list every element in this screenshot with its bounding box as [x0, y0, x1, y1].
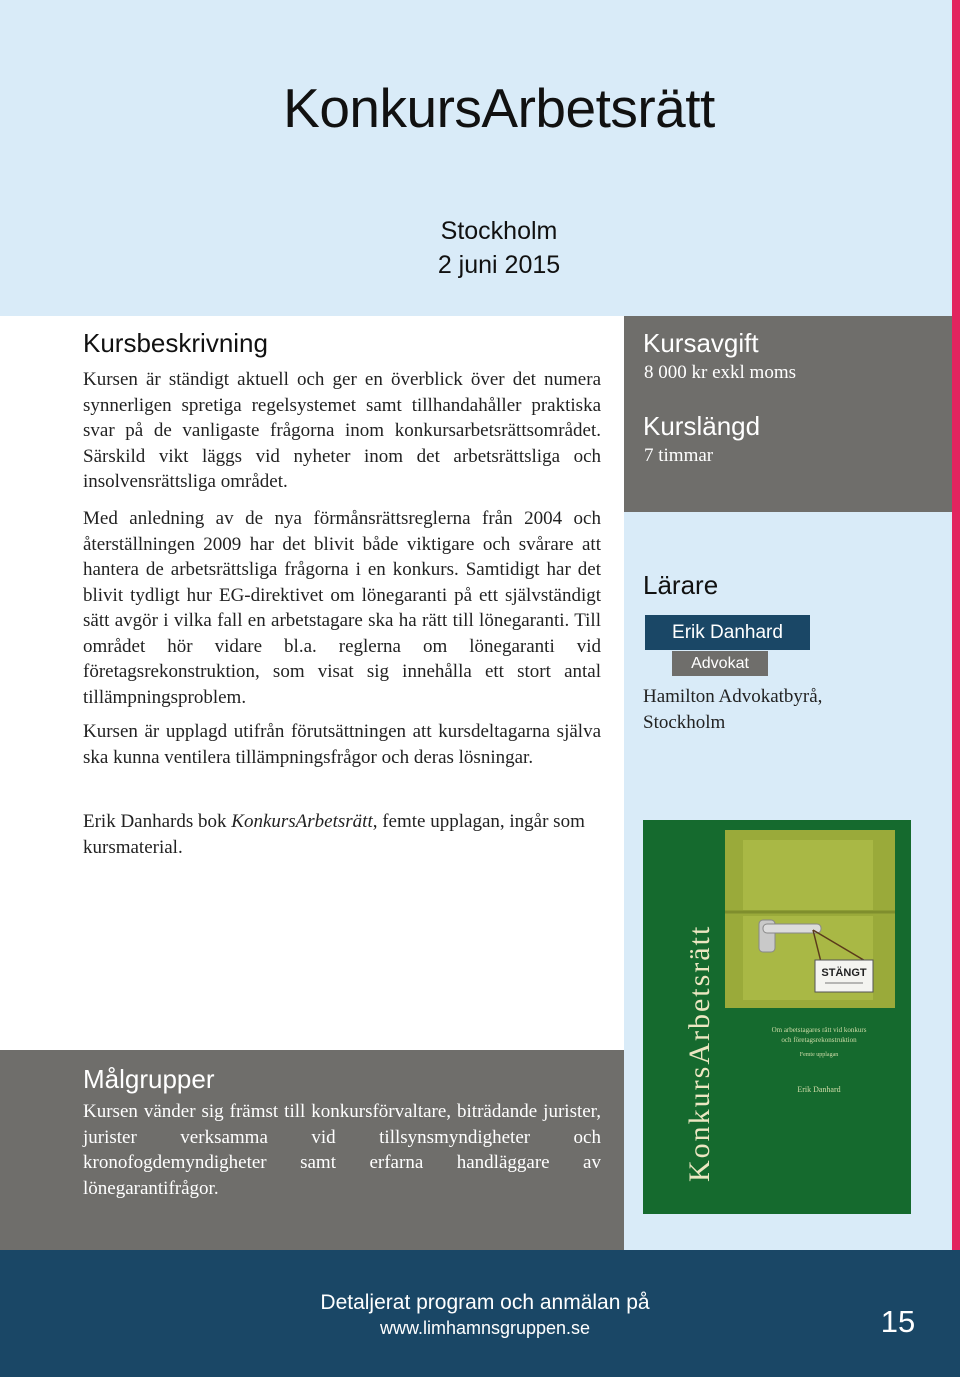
- course-city: Stockholm: [440, 217, 558, 245]
- book-note-title: KonkursArbetsrätt: [231, 811, 373, 832]
- fee-label: Kursavgift: [643, 328, 759, 358]
- length-label: Kurslängd: [643, 411, 761, 441]
- page-title: KonkursArbetsrätt: [283, 77, 715, 139]
- footer-cta: Detaljerat program och anmälan på: [320, 1291, 650, 1314]
- target-group-heading: Målgrupper: [83, 1064, 215, 1094]
- footer-url-link[interactable]: www.limhamnsgruppen.se: [379, 1318, 591, 1338]
- book-note: [83, 809, 601, 860]
- target-group-text: Kursen vänder sig främst till konkursförvaltare, biträdande jurister, jurister verksamma vid tillsynsmyndigheter och kronofogdemyndigheter samt erfarna handläggare av lönegarantifrågor.: [83, 1101, 601, 1199]
- book-note-prefix: Erik Danhards bok: [83, 811, 232, 832]
- book-spine-title: KonkursArbetsrätt: [683, 924, 716, 1182]
- course-date: 2 juni 2015: [437, 251, 561, 279]
- teacher-name-badge: Erik Danhard: [645, 615, 810, 650]
- course-location-date: [0, 214, 960, 282]
- page-number: 15: [880, 1304, 916, 1339]
- book-author: Erik Danhard: [797, 1085, 841, 1094]
- description-paragraph-1: Kursen är ständigt aktuell och ger en överblick över det numera synnerligen spretiga regelsystemet samt tillhandahåller praktiska svar på de vanligaste frågorna inom konkursarbetsrättsområdet. Särskild vikt läggs vid nyheter inom det arbetsrättsliga och insolvensrättsliga området.: [83, 369, 601, 492]
- book-edition: Femte upplagan: [799, 1052, 839, 1058]
- target-group-box: [0, 1050, 624, 1250]
- teacher-firm-name: Hamilton Advokatbyrå,: [643, 686, 823, 707]
- accent-stripe: [952, 0, 960, 1250]
- footer-bar: [0, 1250, 960, 1377]
- closed-sign-text: STÄNGT: [821, 967, 867, 979]
- fee-value: 8 000 kr exkl moms: [644, 362, 796, 383]
- teacher-heading: Lärare: [643, 570, 719, 600]
- description-paragraph-3: Kursen är upplagd utifrån förutsättningen att kursdeltagarna själva ska kunna ventilera tillämpningsfrågor och deras lösningar.: [83, 721, 601, 768]
- book-note-suffix: , femte upplagan, ingår som kursmaterial.: [83, 811, 585, 858]
- course-info-box: [624, 316, 952, 512]
- section-heading-kursbeskrivning: Kursbeskrivning: [83, 328, 268, 358]
- book-subtitle-2: och företagsrekonstruktion: [781, 1036, 857, 1044]
- teacher-role-badge: Advokat: [672, 651, 768, 676]
- teacher-firm-city: Stockholm: [643, 711, 726, 733]
- book-cover-illustration: [643, 820, 911, 1214]
- length-value: 7 timmar: [644, 445, 714, 466]
- description-paragraph-2: Med anledning av de nya förmånsrättsreglerna från 2004 och återställningen 2009 har det blivit både viktigare och svårare att hantera de arbetsrättsliga frågorna i en konkurs. Samtidigt har det blivit tydligt hur EG-direktivet om lönegaranti på ett självständigt sätt avgör i vilka fall en arbetstagare ska ha rätt till lönegaranti. Till området hör vidare bl.a. reglerna om lönegaranti vid företagsrekonstruktion, som visat sig innehålla ett stort antal tillämpningsproblem.: [83, 508, 601, 708]
- book-subtitle-1: Om arbetstagares rätt vid konkurs: [771, 1026, 867, 1034]
- book-cover-image: [643, 820, 911, 1214]
- teacher-firm: [643, 684, 943, 735]
